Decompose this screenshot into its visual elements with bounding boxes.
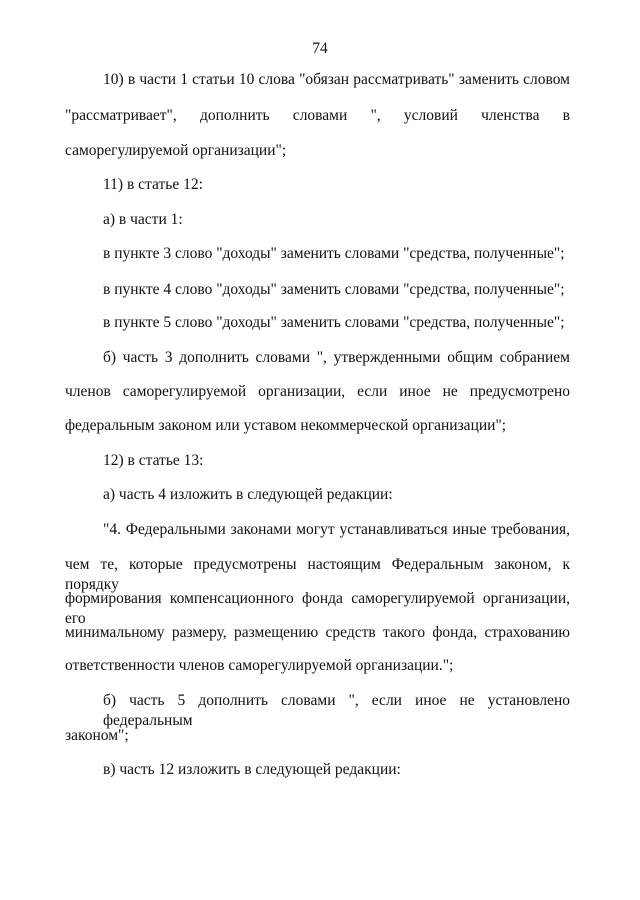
text-line: в пункте 5 слово "доходы" заменить словами "средства, полученные"; xyxy=(103,314,565,331)
text-line: членов саморегулируемой организации, если иное не предусмотрено xyxy=(65,383,570,400)
text-line: 10) в части 1 статьи 10 слова "обязан рассматривать" заменить словом xyxy=(103,71,570,88)
text-line: а) часть 4 изложить в следующей редакции: xyxy=(103,486,393,503)
text-line: "4. Федеральными законами могут устанавливаться иные требования, xyxy=(103,521,570,538)
page-number: 74 xyxy=(312,40,328,57)
text-line: законом"; xyxy=(65,727,129,744)
text-line: 12) в статье 13: xyxy=(103,452,204,469)
text-line: в) часть 12 изложить в следующей редакции: xyxy=(103,761,401,778)
text-line: ответственности членов саморегулируемой организации."; xyxy=(65,657,454,674)
text-line: а) в части 1: xyxy=(103,211,183,228)
text-line: в пункте 3 слово "доходы" заменить словами "средства, полученные"; xyxy=(103,245,565,262)
text-line: минимальному размеру, размещению средств такого фонда, страхованию xyxy=(65,624,570,641)
text-line: саморегулируемой организации"; xyxy=(65,142,287,159)
text-line: чем те, которые предусмотрены настоящим Федеральным законом, к порядку xyxy=(65,556,570,593)
text-line: 11) в статье 12: xyxy=(103,176,203,193)
text-line: в пункте 4 слово "доходы" заменить словами "средства, полученные"; xyxy=(103,281,565,298)
text-line: федеральным законом или уставом некоммерческой организации"; xyxy=(65,417,507,434)
text-line: б) часть 5 дополнить словами ", если иное не установлено федеральным xyxy=(103,692,570,729)
text-line: "рассматривает", дополнить словами ", условий членства в xyxy=(65,107,570,124)
text-line: формирования компенсационного фонда саморегулируемой организации, его xyxy=(65,590,570,627)
text-line: б) часть 3 дополнить словами ", утвержденными общим собранием xyxy=(103,349,570,366)
